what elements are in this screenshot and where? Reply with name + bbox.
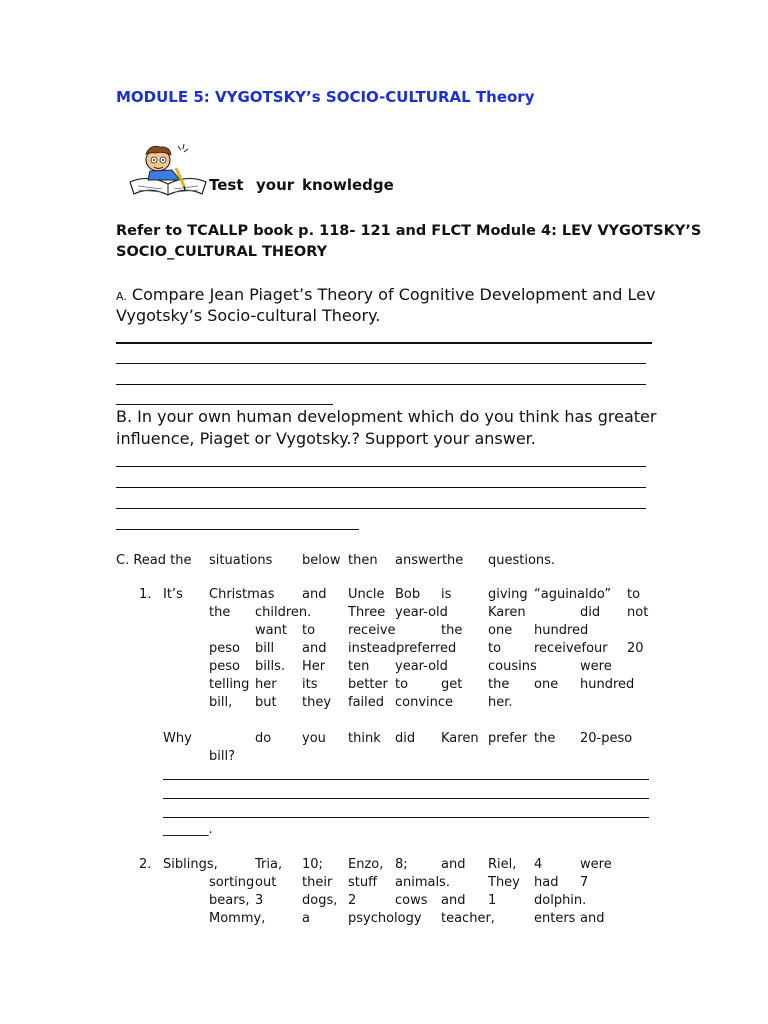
question-a-line-2: Vygotsky’s Socio-cultural Theory.: [116, 306, 381, 325]
knowledge-word: knowledge: [302, 176, 394, 194]
situation-1-word: get: [441, 677, 463, 692]
situation-1-word: one: [488, 623, 513, 638]
answer-line[interactable]: [116, 508, 646, 509]
situation-2-word: and: [441, 857, 466, 872]
situation-1-word: want: [255, 623, 287, 638]
situation-1-word: Uncle: [348, 587, 385, 602]
situation-1-word: Bob: [395, 587, 421, 602]
situation-1-word: “aguinaldo”: [534, 587, 612, 602]
module-title: MODULE 5: VYGOTSKY’s SOCIO-CULTURAL Theory: [116, 88, 535, 106]
situation-1-word: convince: [395, 695, 454, 710]
answer-line[interactable]: [116, 529, 359, 530]
situation-1-word: receive: [348, 623, 396, 638]
situation-1-word: is: [441, 587, 452, 602]
situation-1-question-word: you: [302, 731, 326, 746]
situation-2-word: 2: [348, 893, 357, 908]
situation-2-word: and: [580, 911, 605, 926]
situation-1-question-word: did: [395, 731, 416, 746]
situation-2-word: their: [302, 875, 333, 890]
answer-line[interactable]: [116, 363, 646, 364]
section-c-word: situations: [209, 553, 273, 568]
situation-1-word: to: [488, 641, 502, 656]
situation-2-word: 3: [255, 893, 264, 908]
situation-2-word: dogs,: [302, 893, 338, 908]
test-word: Test: [209, 176, 244, 194]
situation-1-word: one: [534, 677, 559, 692]
situation-2-word: teacher,: [441, 911, 495, 926]
situation-1-word: It’s: [163, 587, 183, 602]
situation-1-question-word: prefer: [488, 731, 528, 746]
situation-2-word: Tria,: [255, 857, 283, 872]
situation-1-word: cousins: [488, 659, 537, 674]
section-c-word: questions.: [488, 553, 556, 568]
situation-1-word: children.: [255, 605, 312, 620]
situation-2-word: had: [534, 875, 559, 890]
situation-1-question-cont: bill?: [209, 749, 235, 764]
answer-line[interactable]: [163, 779, 649, 780]
situation-1-question-word: 20-peso: [580, 731, 633, 746]
question-b-line-1: B. In your own human development which do you think has greater: [116, 407, 657, 426]
situation-1-word: receivefour: [534, 641, 608, 656]
situation-1-word: the: [488, 677, 510, 692]
situation-2-word: 4: [534, 857, 543, 872]
situation-1-word: the: [209, 605, 231, 620]
situation-2-word: cows: [395, 893, 428, 908]
situation-2-word: 10;: [302, 857, 323, 872]
situation-2-word: psychology: [348, 911, 422, 926]
question-b-line-2: influence, Piaget or Vygotsky.? Support your answer.: [116, 429, 536, 448]
situation-2-word: sorting: [209, 875, 255, 890]
situation-1-word: her.: [488, 695, 513, 710]
situation-1-question-word: Why: [163, 731, 192, 746]
question-a-line-1: [116, 285, 655, 304]
situation-2-word: bears,: [209, 893, 250, 908]
situation-2-word: a: [302, 911, 310, 926]
situation-1-word: Christmas: [209, 587, 275, 602]
situation-1-word: they: [302, 695, 332, 710]
situation-1-word: insteadpreferred: [348, 641, 457, 656]
situation-1-word: its: [302, 677, 318, 692]
situation-1-word: hundred: [534, 623, 589, 638]
situation-1-word: to: [627, 587, 641, 602]
situation-1-word: ten: [348, 659, 370, 674]
situation-1-word: giving: [488, 587, 528, 602]
situation-1-word: and: [302, 587, 327, 602]
student-reading-clipart-icon: [128, 140, 208, 196]
section-c-word: then: [348, 553, 378, 568]
your-word: your: [256, 176, 295, 194]
situation-2-word: Riel,: [488, 857, 517, 872]
situation-1-word: bill: [255, 641, 275, 656]
answer-line[interactable]: [116, 384, 646, 385]
question-a-text-1: Compare Jean Piaget’s Theory of Cognitive Development and Lev: [126, 285, 656, 304]
situation-1-word: 20: [627, 641, 644, 656]
situation-2-word: out: [255, 875, 277, 890]
situation-1-word: did: [580, 605, 601, 620]
situation-1-word: to: [302, 623, 316, 638]
situation-1-word: failed: [348, 695, 385, 710]
situation-1-word: peso: [209, 659, 240, 674]
situation-2-word: Mommy,: [209, 911, 266, 926]
situation-1-word: Three: [348, 605, 386, 620]
situation-1-word: the: [441, 623, 463, 638]
situation-2-word: animals.: [395, 875, 450, 890]
answer-line[interactable]: [116, 466, 646, 467]
situation-1-word: Karen: [488, 605, 526, 620]
situation-2-word: stuff: [348, 875, 378, 890]
situation-1-word: telling: [209, 677, 250, 692]
answer-line[interactable]: [163, 798, 649, 799]
situation-1-question-word: Karen: [441, 731, 479, 746]
situation-1-word: but: [255, 695, 277, 710]
situation-1-word: to: [395, 677, 409, 692]
situation-1-question-word: the: [534, 731, 556, 746]
situation-1-word: peso: [209, 641, 240, 656]
situation-2-word: Enzo,: [348, 857, 384, 872]
situation-1-question-word: do: [255, 731, 272, 746]
section-c-word: below: [302, 553, 341, 568]
situation-1-number: 1.: [139, 587, 152, 602]
situation-1-word: her: [255, 677, 277, 692]
answer-line[interactable]: [116, 404, 333, 405]
section-c-word: answerthe: [395, 553, 464, 568]
situation-2-word: 7: [580, 875, 589, 890]
answer-line[interactable]: [116, 487, 646, 488]
situation-1-word: year-old: [395, 659, 448, 674]
situation-2-word: 1: [488, 893, 497, 908]
situation-2-word: Siblings,: [163, 857, 218, 872]
situation-2-word: and: [441, 893, 466, 908]
section-c-word: C. Read the: [116, 553, 192, 568]
situation-1-word: hundred: [580, 677, 635, 692]
answer-line[interactable]: [163, 817, 649, 818]
situation-1-question-word: think: [348, 731, 381, 746]
situation-1-word: Her: [302, 659, 326, 674]
question-a-marker: A.: [116, 290, 127, 303]
situation-1-word: and: [302, 641, 327, 656]
situation-1-word: better: [348, 677, 388, 692]
refer-line-1: Refer to TCALLP book p. 118- 121 and FLCT Module 4: LEV VYGOTSKY’S: [116, 223, 702, 239]
situation-2-word: 8;: [395, 857, 408, 872]
situation-2-word: They: [488, 875, 520, 890]
answer-line[interactable]: [116, 342, 652, 344]
situation-1-word: year-old: [395, 605, 448, 620]
situation-1-answer-end[interactable]: _______.: [163, 822, 213, 837]
situation-2-word: were: [580, 857, 612, 872]
situation-1-word: bill,: [209, 695, 233, 710]
situation-2-number: 2.: [139, 857, 152, 872]
situation-2-word: dolphin.: [534, 893, 587, 908]
situation-1-word: bills.: [255, 659, 285, 674]
situation-1-word: not: [627, 605, 649, 620]
situation-1-word: were: [580, 659, 612, 674]
refer-line-2: SOCIO_CULTURAL THEORY: [116, 244, 328, 260]
situation-2-word: enters: [534, 911, 576, 926]
